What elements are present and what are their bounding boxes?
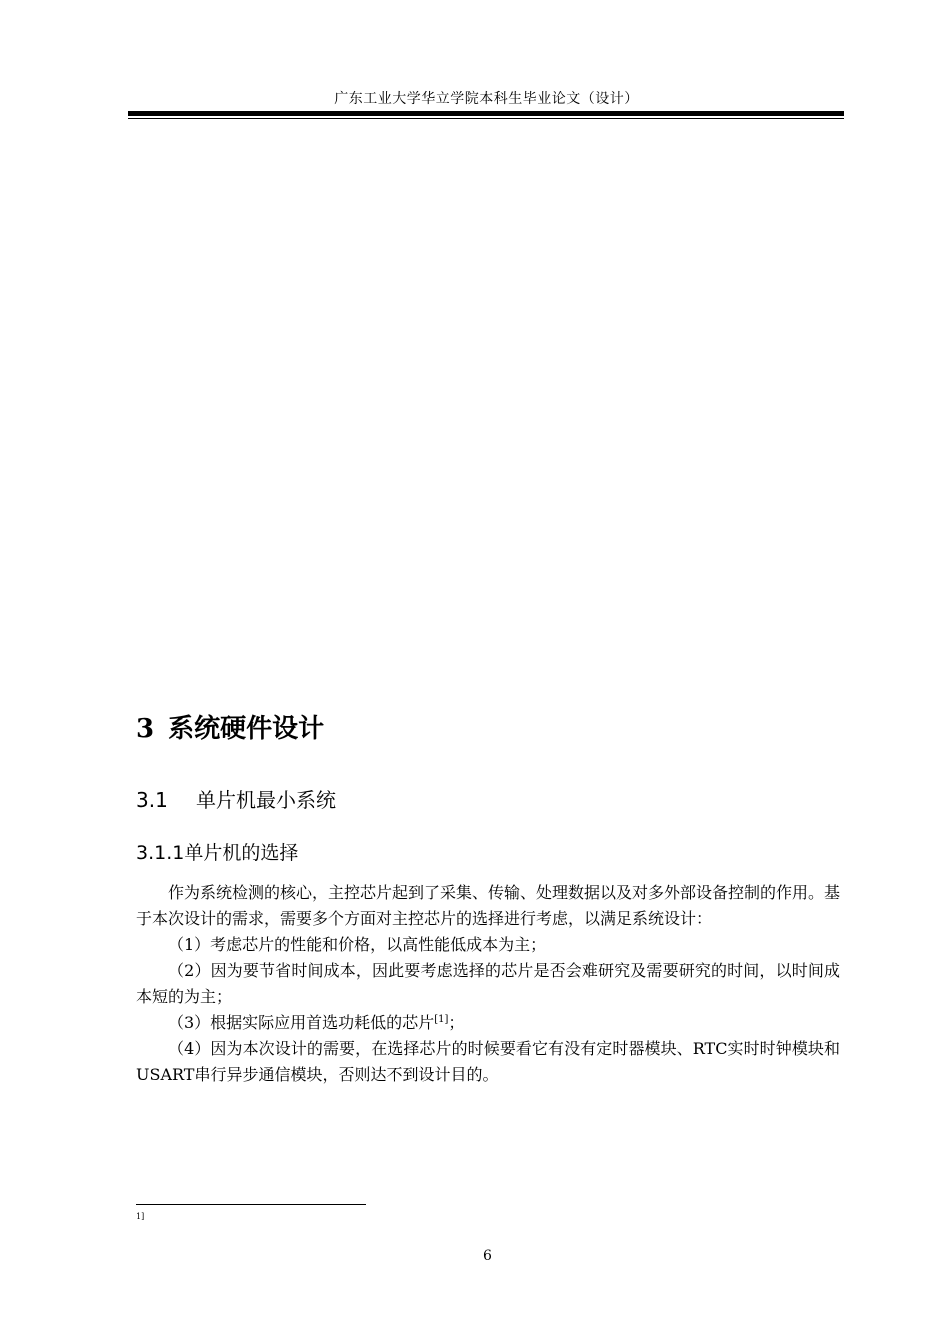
list-item-2: （2）因为要节省时间成本，因此要考虑选择的芯片是否会难研究及需要研究的时间，以时间成本短的为主； — [136, 961, 840, 1006]
chapter-number: 3 — [136, 714, 155, 744]
header-rule-thin — [128, 118, 844, 119]
chapter-heading — [136, 708, 324, 745]
header-rule-thick — [128, 111, 844, 116]
list-item-4: （4）因为本次设计的需要，在选择芯片的时候要看它有没有定时器模块、RTC实时时钟模块和USART串行异步通信模块，否则达不到设计目的。 — [136, 1039, 840, 1084]
page-number: 6 — [483, 1248, 492, 1264]
body-text — [136, 880, 840, 1088]
section-heading — [136, 784, 336, 813]
list-item-1: （1）考虑芯片的性能和价格，以高性能低成本为主； — [168, 935, 547, 954]
list-item-3-text: （3）根据实际应用首选功耗低的芯片 — [168, 1013, 435, 1032]
footnote-rule — [136, 1204, 366, 1205]
citation-ref: [1] — [434, 1014, 449, 1025]
footnote-text: 1] — [136, 1212, 145, 1221]
intro-paragraph: 作为系统检测的核心，主控芯片起到了采集、传输、处理数据以及对多外部设备控制的作用。基于本次设计的需求，需要多个方面对主控芯片的选择进行考虑，以满足系统设计： — [136, 883, 841, 928]
list-item-3 — [136, 1010, 840, 1036]
list-item-3-end: ； — [448, 1013, 465, 1032]
subsection-heading: 3.1.1单片机的选择 — [136, 842, 299, 864]
chapter-title: 系统硬件设计 — [168, 714, 325, 744]
section-number: 3.1 — [136, 788, 168, 812]
running-header: 广东工业大学华立学院本科生毕业论文（设计） — [334, 91, 639, 107]
section-title: 单片机最小系统 — [196, 788, 336, 812]
